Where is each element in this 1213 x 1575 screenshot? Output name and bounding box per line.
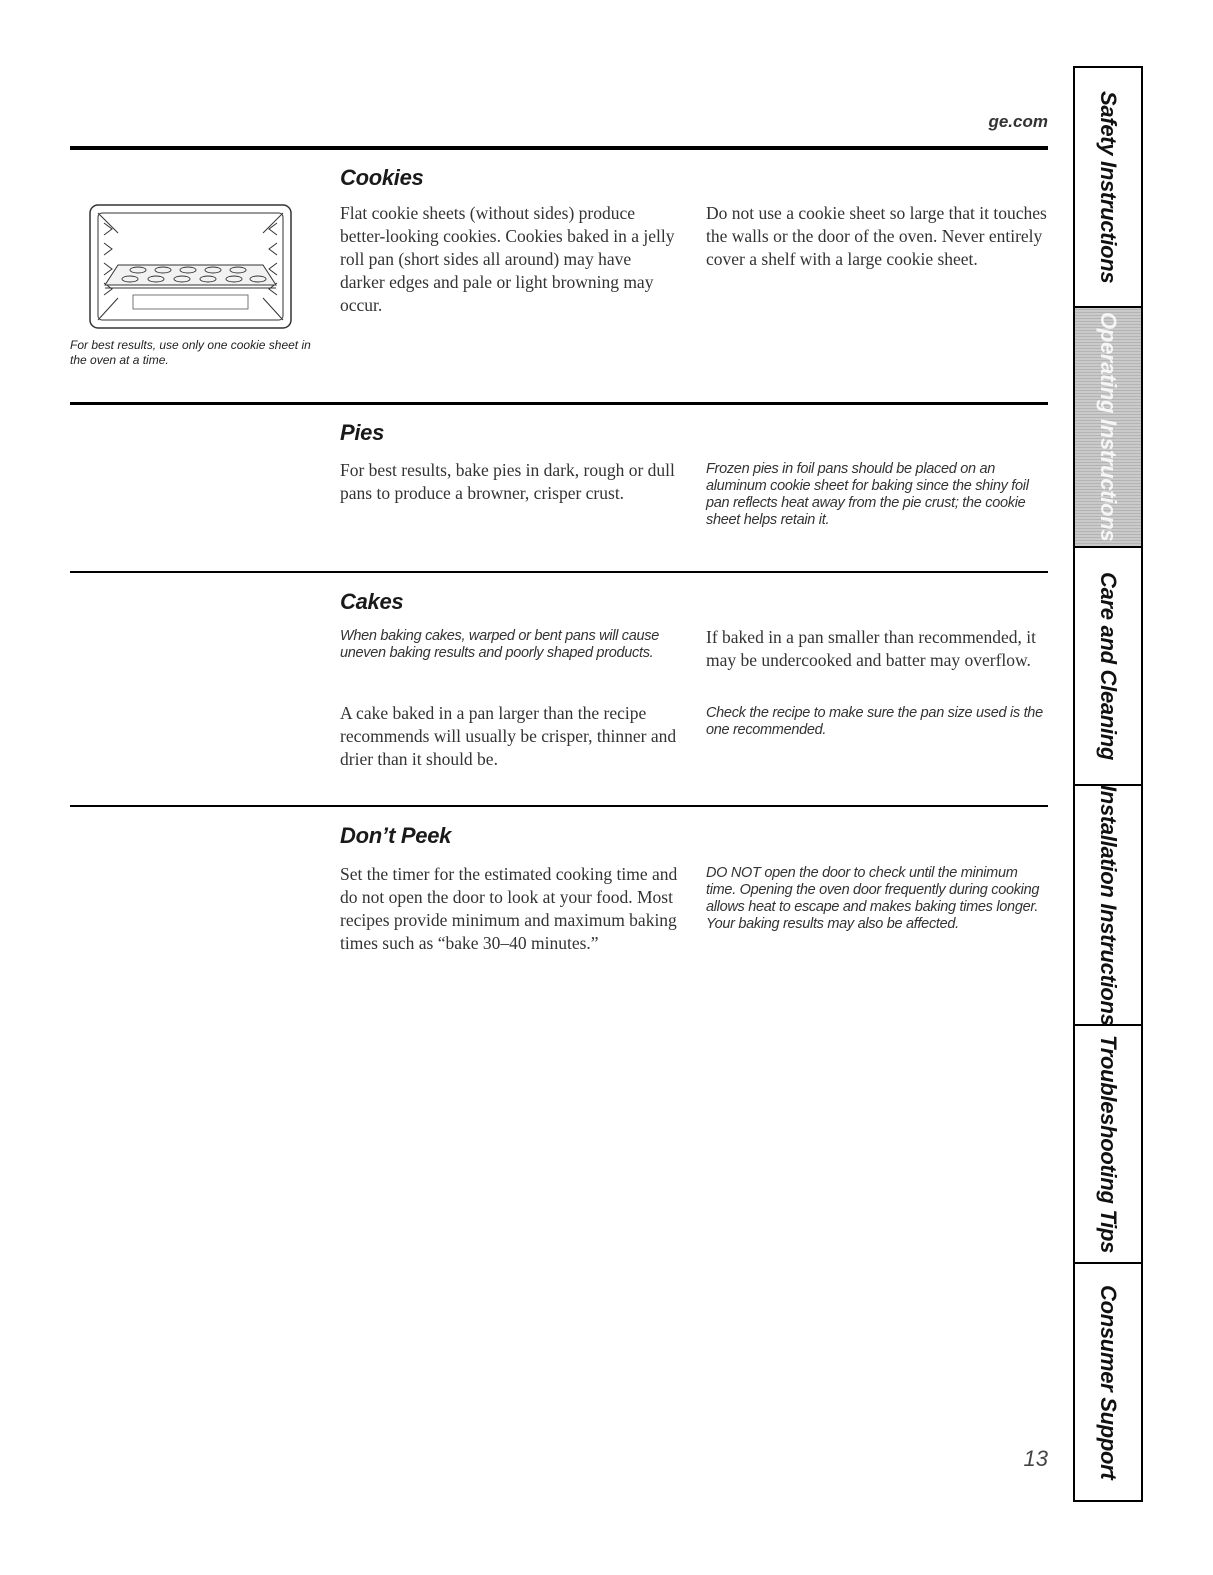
- tab-consumer-support[interactable]: [1075, 1264, 1141, 1500]
- pies-right-note: [706, 461, 1048, 543]
- paragraph: Frozen pies in foil pans should be placed on an aluminum cookie sheet for baking since the shiny foil pan reflects heat away from the pie crust; the cookie sheet helps retain it.: [706, 461, 1029, 528]
- paragraph: If baked in a pan smaller than recommended, it may be undercooked and batter may overflow.: [706, 627, 1036, 670]
- cookies-left-text: [340, 202, 680, 331]
- paragraph: For best results, bake pies in dark, rough or dull pans to produce a browner, crisper crust.: [340, 460, 675, 503]
- paragraph: DO NOT open the door to check until the minimum time. Opening the oven door frequently during cooking allows heat to escape and makes baking times longer. Your baking results may also be affected.: [706, 865, 1040, 932]
- tab-label: Operating Instructions: [1096, 312, 1121, 542]
- section-tabs-sidebar: [1073, 66, 1143, 1502]
- page-number: 13: [1023, 1446, 1048, 1471]
- section-heading-dont-peek: Don’t Peek: [340, 823, 452, 848]
- dont-peek-left-text: [340, 863, 680, 969]
- cakes-right-text: [706, 626, 1048, 686]
- tab-label: Safety Instructions: [1096, 90, 1121, 284]
- paragraph: Set the timer for the estimated cooking time and do not open the door to look at your food. Most recipes provide minimum and maximum baking times such as “bake 30–40 minutes.”: [340, 864, 678, 953]
- section-divider: [70, 571, 1048, 573]
- header-rule: [70, 146, 1048, 150]
- section-divider: [70, 805, 1048, 807]
- tab-installation-instructions[interactable]: [1075, 786, 1141, 1026]
- tab-care-and-cleaning[interactable]: [1075, 548, 1141, 786]
- tab-label: Care and Cleaning: [1096, 571, 1121, 761]
- cakes-right-note: [706, 705, 1048, 753]
- paragraph: Flat cookie sheets (without sides) produce better-looking cookies. Cookies baked in a jelly roll pan (short sides all around) may have darker edges and pale or light browning may occur.: [340, 203, 675, 315]
- dont-peek-right-note: [706, 865, 1048, 947]
- site-url: ge.com: [988, 112, 1048, 131]
- paragraph: Check the recipe to make sure the pan size used is the one recommended.: [706, 705, 1043, 738]
- paragraph: Do not use a cookie sheet so large that it touches the walls or the door of the oven. Never entirely cover a shelf with a large cookie sheet.: [706, 203, 1047, 269]
- tab-label: Installation Instructions: [1096, 784, 1121, 1026]
- section-heading-pies: Pies: [340, 420, 385, 445]
- tab-label: Consumer Support: [1096, 1284, 1121, 1480]
- paragraph: When baking cakes, warped or bent pans will cause uneven baking results and poorly shaped products.: [340, 628, 659, 661]
- tab-label: Troubleshooting Tips: [1096, 1034, 1121, 1254]
- cakes-left-note: [340, 628, 680, 676]
- section-heading-cookies: Cookies: [340, 165, 424, 190]
- pies-left-text: [340, 459, 680, 519]
- figure-caption: For best results, use only one cookie sheet in the oven at a time.: [70, 338, 311, 367]
- section-divider: [70, 402, 1048, 405]
- oven-cookie-sheet-illustration: [88, 203, 293, 330]
- section-heading-cakes: Cakes: [340, 589, 404, 614]
- tab-safety-instructions[interactable]: [1075, 68, 1141, 308]
- tab-operating-instructions[interactable]: [1075, 308, 1141, 548]
- paragraph: A cake baked in a pan larger than the recipe recommends will usually be crisper, thinner and drier than it should be.: [340, 703, 677, 769]
- cakes-left-text: [340, 702, 680, 785]
- tab-troubleshooting-tips[interactable]: [1075, 1026, 1141, 1264]
- cookies-right-text: [706, 202, 1048, 285]
